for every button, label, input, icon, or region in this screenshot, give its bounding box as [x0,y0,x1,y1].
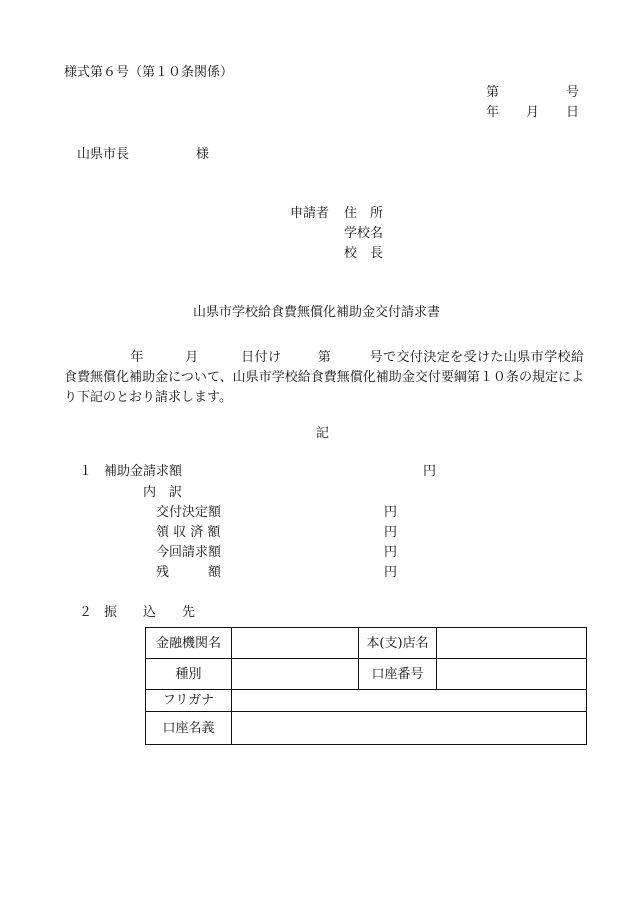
branch-name-label: 本(支)店名 [359,628,437,659]
body-paragraph [64,348,584,408]
ki-heading: 記 [316,426,330,441]
document-title: 山県市学校給食費無償化補助金交付請求書 [193,305,441,320]
applicant-label: 申請者 [290,206,330,221]
bank-account-table [145,627,587,745]
account-number-value [437,659,587,690]
breakdown-item-yen: 円 [384,525,398,540]
doc-number-prefix: 第 [486,85,500,100]
account-holder-label: 口座名義 [146,712,232,745]
body-date-suffix: 日付け [240,350,282,365]
bank-name-label: 金融機関名 [146,628,232,659]
body-month: 月 [184,350,199,365]
furigana-value [232,690,587,712]
breakdown-item-label: 今回請求額 [156,545,222,560]
account-number-label: 口座番号 [359,659,437,690]
table-row [146,628,587,659]
breakdown-item-label: 残 額 [156,565,222,580]
body-number-prefix: 第 [317,350,332,365]
section1-number: １ [79,464,93,479]
date-day: 日 [566,105,580,120]
doc-number-suffix: 号 [566,85,580,100]
section1-yen: 円 [423,464,437,479]
breakdown-item-yen: 円 [384,545,398,560]
applicant-school: 学校名 [344,226,384,241]
applicant-principal: 校 長 [344,246,384,261]
addressee-title: 山県市長 [77,147,130,162]
breakdown-item-yen: 円 [384,565,398,580]
account-type-value [232,659,359,690]
account-holder-value [232,712,587,745]
table-row [146,712,587,745]
breakdown-item-label: 領 収 済 額 [156,525,221,540]
section2-number: ２ [79,605,93,620]
applicant-address: 住 所 [344,206,384,221]
table-row [146,659,587,690]
addressee-honorific: 様 [196,147,210,162]
body-sentence: 号で交付決定を受けた山県市学校給食費無償化補助金について、山県市学校給食費無償化補助金交付要綱第１０条の規定により下記のとおり請求します。 [64,350,584,405]
body-year: 年 [130,350,144,365]
bank-name-value [232,628,359,659]
breakdown-item-yen: 円 [384,505,398,520]
breakdown-item-label: 交付決定額 [156,505,222,520]
account-type-label: 種別 [146,659,232,690]
date-year: 年 [486,105,500,120]
breakdown-label: 内 訳 [143,485,183,500]
section2-label: 振 込 先 [104,605,196,620]
section1-label: 補助金請求額 [104,464,183,479]
date-month: 月 [526,105,540,120]
table-row [146,690,587,712]
furigana-label: フリガナ [146,690,232,712]
branch-name-value [437,628,587,659]
form-number: 様式第６号（第１０条関係） [64,65,234,80]
